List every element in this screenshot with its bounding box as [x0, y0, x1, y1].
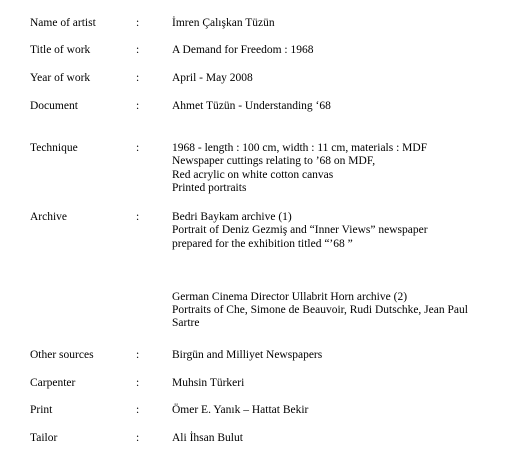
value-line: Ahmet Tüzün - Understanding ‘68 [172, 100, 331, 112]
field-colon: : [136, 17, 140, 29]
field-label: Tailor [30, 432, 58, 444]
field-colon: : [136, 100, 140, 112]
value-line: German Cinema Director Ullabrit Horn archive (2) [172, 290, 408, 303]
field-colon: : [136, 349, 140, 361]
value-line: 1968 - length : 100 cm, width : 11 cm, materials : MDF [172, 142, 428, 154]
field-value [172, 349, 492, 362]
value-line: Printed portraits [172, 181, 247, 194]
field-label: Carpenter [30, 377, 76, 389]
field-colon: : [136, 44, 140, 56]
field-value [172, 142, 492, 195]
field-label: Name of artist [30, 17, 96, 29]
field-label: Title of work [30, 44, 91, 56]
field-label: Archive [30, 211, 68, 223]
value-line: April - May 2008 [172, 72, 253, 84]
field-label: Year of work [30, 72, 91, 84]
field-value [172, 72, 492, 85]
value-line: Ali İhsan Bulut [172, 432, 243, 444]
value-line: Birgün and Milliyet Newspapers [172, 349, 323, 361]
paragraph-gap [172, 251, 492, 291]
value-line: Muhsin Türkeri [172, 377, 245, 389]
field-value [172, 377, 492, 390]
field-label: Other sources [30, 349, 94, 361]
field-colon: : [136, 404, 140, 416]
field-value [172, 17, 492, 30]
value-line: A Demand for Freedom : 1968 [172, 44, 314, 56]
value-line: Newspaper cuttings relating to ’68 on MDF, [172, 155, 376, 168]
field-value [172, 100, 492, 113]
value-line: Sartre [172, 317, 200, 330]
field-colon: : [136, 377, 140, 389]
field-colon: : [136, 72, 140, 84]
field-value [172, 44, 492, 57]
value-line: Portraits of Che, Simone de Beauvoir, Rudi Dutschke, Jean Paul [172, 304, 468, 317]
field-label: Technique [30, 142, 78, 154]
field-value [172, 432, 492, 445]
value-line: Red acrylic on white cotton canvas [172, 168, 334, 181]
field-label: Document [30, 100, 78, 112]
field-colon: : [136, 142, 140, 154]
value-line: İmren Çalışkan Tüzün [172, 17, 275, 29]
value-line: Bedri Baykam archive (1) [172, 211, 292, 223]
value-line: Ömer E. Yanık – Hattat Bekir [172, 404, 309, 416]
value-line: Portrait of Deniz Gezmiş and “Inner Views” newspaper [172, 224, 428, 237]
field-value [172, 404, 492, 417]
field-value [172, 211, 492, 331]
field-colon: : [136, 211, 140, 223]
field-label: Print [30, 404, 53, 416]
field-colon: : [136, 432, 140, 444]
value-line: prepared for the exhibition titled “’68 ” [172, 237, 353, 250]
